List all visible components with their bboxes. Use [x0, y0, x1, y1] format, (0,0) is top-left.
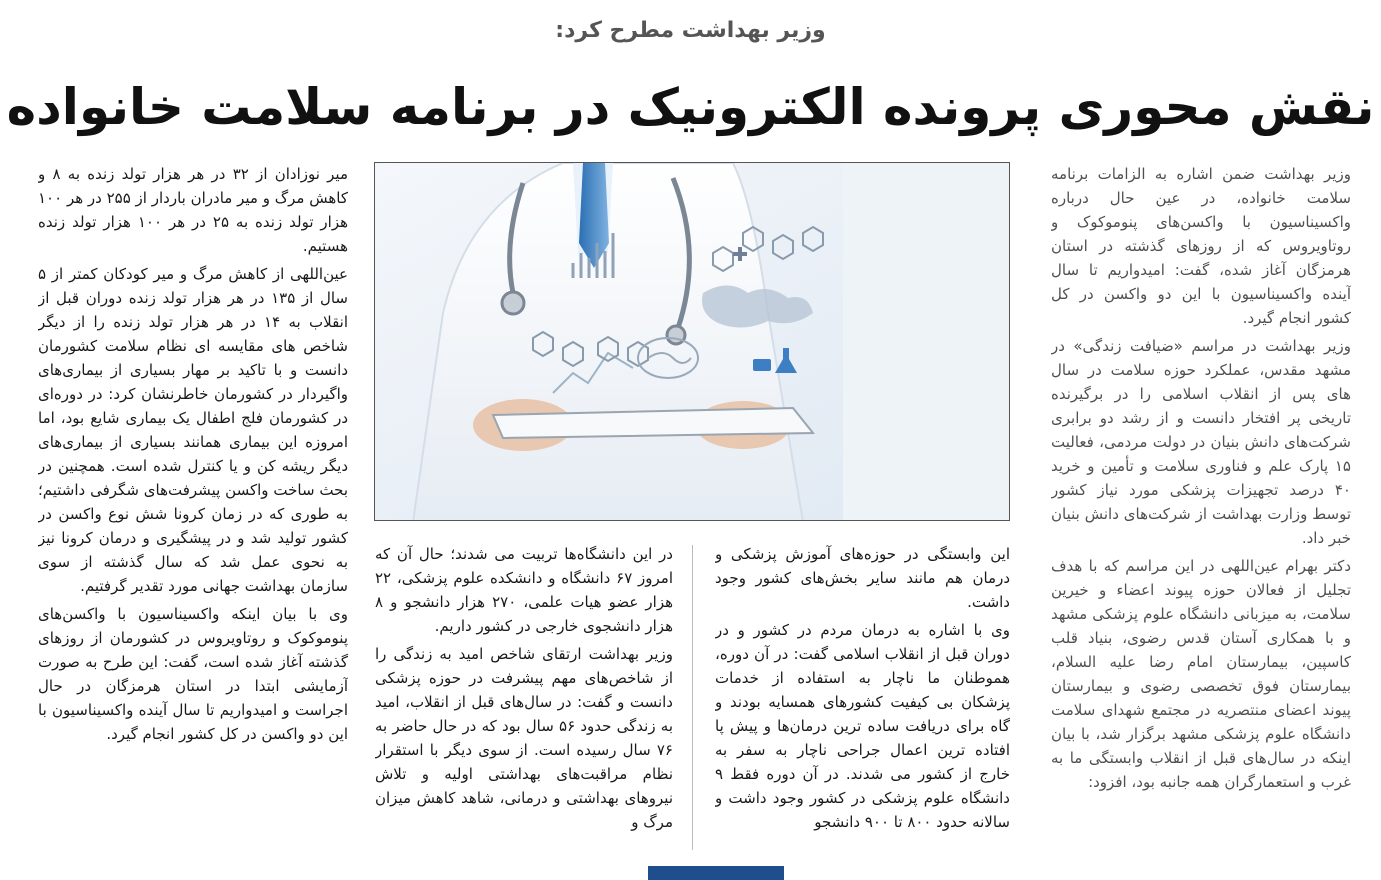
paragraph: وزیر بهداشت ضمن اشاره به الزامات برنامه سلامت خانواده، در عین حال درباره واکسیناسیون با واکسن‌های پنوموکوک و روتاویروس که از روزهای گذشته در استان هرمزگان آغاز شده، گفت: امیدواریم تا سال آینده واکسیناسیون با این دو واکسن در کل کشور انجام گیرد.	[1051, 165, 1351, 327]
article-headline: نقش محوری پرونده الکترونیک در برنامه سلامت خانواده	[6, 78, 1375, 136]
paragraph: میر نوزادان از ۳۲ در هر هزار تولد زنده به ۸ و کاهش مرگ و میر مادران باردار از ۲۵۵ در هر ۱۰۰ هزار تولد زنده به ۲۵ در هر ۱۰۰ هزار تولد زنده هستیم.	[38, 165, 348, 255]
paragraph: این وابستگی در حوزه‌های آموزش پزشکی و درمان هم مانند سایر بخش‌های کشور وجود داشت.	[715, 545, 1010, 611]
paragraph: در این دانشگاه‌ها تربیت می شدند؛ حال آن که امروز ۶۷ دانشگاه و دانشکده علوم پزشکی، ۲۲ هزار عضو هیات علمی، ۲۷۰ هزار دانشجو و ۸ هزار دانشجوی خارجی در کشور داریم.	[375, 545, 673, 635]
column-right	[1051, 162, 1351, 854]
article-photo	[374, 162, 1010, 521]
paragraph: دکتر بهرام عین‌اللهی در این مراسم که با هدف تجلیل از فعالان حوزه پیوند اعضاء و خیرین سلامت، به میزبانی دانشگاه علوم پزشکی مشهد و با همکاری آستان قدس رضوی، بنیاد قلب کاسپین، بیمارستان امام رضا علیه السلام، بیمارستان فوق تخصصی رضوی و بیمارستان پیوند اعضای منتصریه در مجتمع شهدای سلامت دانشگاه علوم پزشکی مشهد برگزار شد، با بیان اینکه در سال‌های قبل از انقلاب وابستگی ما به غرب و استعمارگران همه جانبه بود، افزود:	[1051, 557, 1351, 791]
paragraph: وی با اشاره به درمان مردم در کشور و در دوران قبل از انقلاب اسلامی گفت: در آن دوره، هموطنان ما ناچار به استفاده از خدمات پزشکان بی کیفیت کشورهای همسایه بودند و گاه برای دریافت ساده ترین درمان‌ها و پیش پا افتاده ترین اعمال جراحی ناچار به سفر به خارج از کشور می شدند. در آن دوره فقط ۹ دانشگاه علوم پزشکی در کشور وجود داشت و سالانه حدود ۸۰۰ تا ۹۰۰ دانشجو	[715, 621, 1010, 831]
article-kicker: وزیر بهداشت مطرح کرد:	[555, 18, 826, 43]
column-middle-left	[375, 542, 673, 854]
paragraph: وزیر بهداشت در مراسم «ضیافت زندگی» در مشهد مقدس، عملکرد حوزه سلامت در سال های پس از انقلاب اسلامی را در برگیرنده تاریخی پر افتخار دانست و از رشد دو برابری شرکت‌های دانش بنیان در دولت مردمی، فعالیت ۱۵ پارک علم و فناوری سلامت و تأمین و خرید ۴۰ درصد تجهیزات پزشکی مورد نیاز کشور توسط وزارت بهداشت از شرکت‌های دانش بنیان خبر داد.	[1051, 337, 1351, 547]
column-middle-right	[715, 542, 1010, 854]
paragraph: وی با بیان اینکه واکسیناسیون با واکسن‌های پنوموکوک و روتاویروس در کشورمان از روزهای گذشته آغاز شده است، گفت: این طرح به صورت آزمایشی ابتدا در استان هرمزگان در حال اجراست و امیدواریم تا سال آینده واکسیناسیون با این دو واکسن در کل کشور انجام گیرد.	[38, 605, 348, 743]
paragraph: عین‌اللهی از کاهش مرگ و میر کودکان کمتر از ۵ سال از ۱۳۵ در هر هزار تولد زنده دوران قبل از انقلاب به ۱۴ در هر هزار تولد زنده را از دیگر شاخص های مقایسه ای نظام سلامت کشورمان دانست و با تاکید بر مهار بسیاری از بیماری‌های واگیردار در کشورمان خاطرنشان کرد: در دوره‌ای در کشورمان فلج اطفال یک بیماری شایع بود، اما امروزه این بیماری همانند بسیاری از بیماری‌های دیگر ریشه کن و یا کنترل شده است. همچنین در بحث ساخت واکسن پیشرفت‌های شگرفی داشتیم؛ به طوری که در زمان کرونا شش نوع واکسن در کشور تولید شد و در پیشگیری و درمان کرونا نیز به نحوی عمل شد که سال گذشته از سوی سازمان بهداشت جهانی مورد تقدیر گرفتیم.	[38, 265, 348, 595]
doctor-tablet-illustration	[374, 163, 1009, 521]
footer-accent-bar	[648, 866, 784, 880]
column-divider	[692, 545, 693, 850]
paragraph: وزیر بهداشت ارتقای شاخص امید به زندگی را از شاخص‌های مهم پیشرفت در حوزه پزشکی دانست و گفت: در سال‌های قبل از انقلاب، امید به زندگی حدود ۵۶ سال بود که در حال حاضر به ۷۶ سال رسیده است. از سوی دیگر با استقرار نظام مراقبت‌های بهداشتی اولیه و تلاش نیروهای بهداشتی و درمانی، شاهد کاهش میزان مرگ و	[375, 645, 673, 831]
column-left	[38, 162, 348, 854]
